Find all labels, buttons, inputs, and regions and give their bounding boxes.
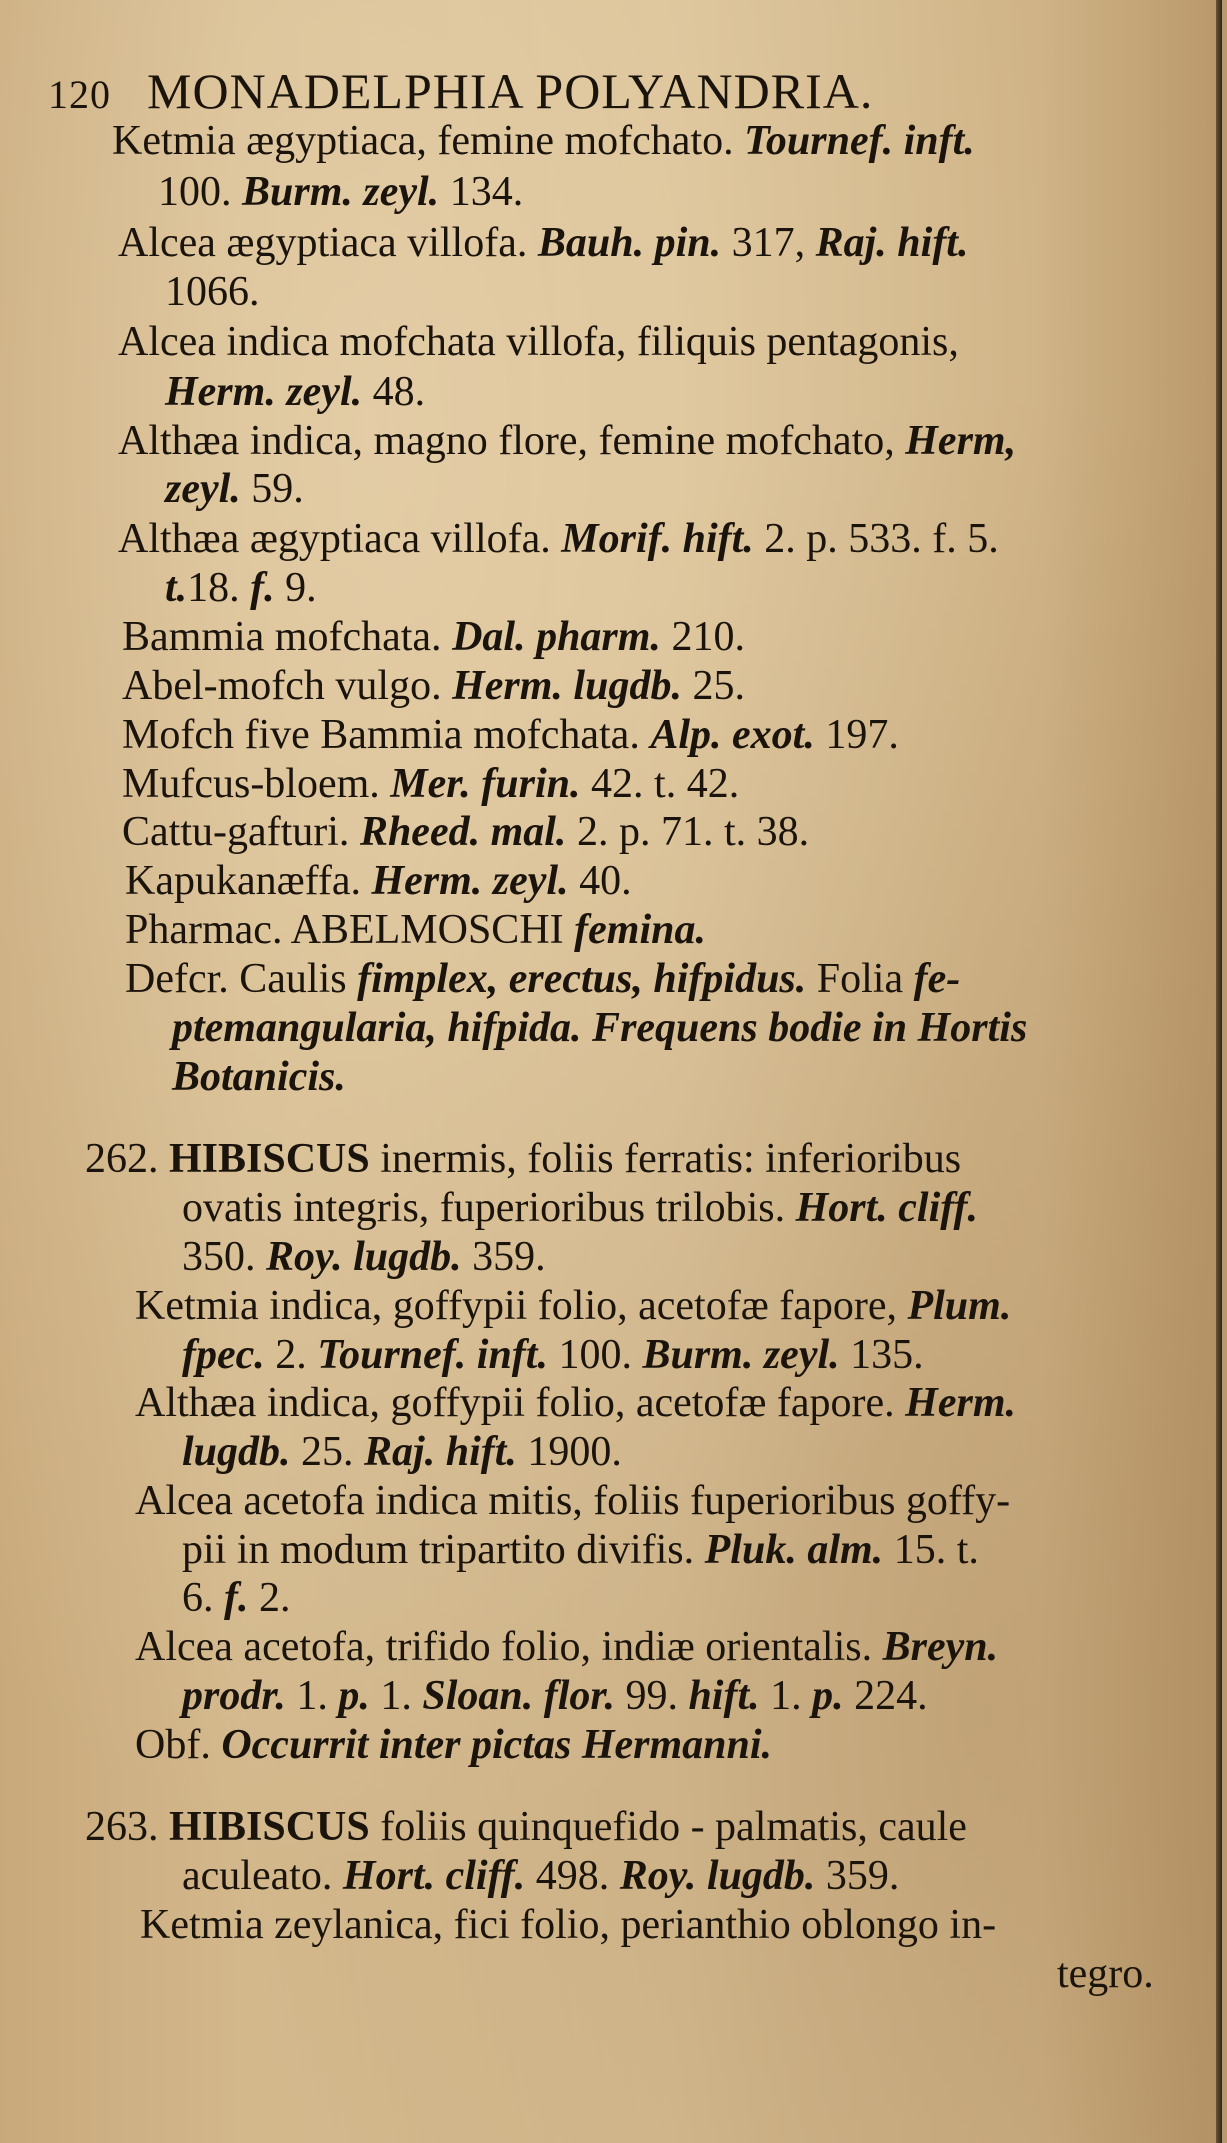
text-line (112, 118, 975, 164)
body-text: 2. p. 533. f. 5. (753, 516, 999, 562)
body-text: HIBISCUS (169, 1136, 370, 1182)
text-line (125, 858, 632, 904)
body-text: Folia (806, 956, 914, 1002)
citation-text: t. (165, 565, 188, 611)
body-text: Ketmia ægyptiaca, femine mofchato. (112, 118, 745, 164)
text-line (135, 1478, 1010, 1524)
page-edge (1216, 0, 1222, 2143)
body-text: 40. (568, 858, 632, 904)
citation-text: Mer. furin. (390, 761, 581, 807)
text-line (122, 809, 809, 855)
body-text: Althæa ægyptiaca villofa. (118, 516, 562, 562)
page-number: 120 (48, 72, 111, 117)
body-text: 48. (362, 369, 426, 415)
citation-text: Roy. lugdb. (619, 1853, 816, 1899)
citation-text: zeyl. (165, 466, 241, 512)
text-line (118, 220, 968, 266)
citation-text: Tournef. inft. (744, 118, 975, 164)
body-text: 100. (158, 169, 242, 215)
text-line (118, 516, 999, 562)
body-text: tegro. (1057, 1951, 1154, 1997)
citation-text: prodr. (182, 1673, 286, 1719)
text-line (182, 1575, 291, 1621)
citation-text: Pluk. alm. (704, 1527, 884, 1573)
body-text: Cattu-gafturi. (122, 809, 360, 855)
body-text: Pharmac. ABELMOSCHI (125, 907, 575, 953)
text-line (182, 1234, 546, 1280)
citation-text: fpec. (182, 1332, 265, 1378)
text-line (182, 1185, 978, 1231)
citation-text: ptemangularia, hifpida. Frequens bodie in Hortis (172, 1005, 1028, 1051)
text-line (118, 418, 1016, 464)
text-line (182, 1527, 979, 1573)
body-text: 25. (681, 663, 745, 709)
body-text: Althæa indica, goffypii folio, acetofæ fapore. (135, 1380, 906, 1426)
body-text: 25. (290, 1429, 365, 1475)
body-text: 9. (274, 565, 317, 611)
citation-text: Breyn. (882, 1624, 999, 1670)
body-text: Ketmia indica, goffypii folio, acetofæ fapore, (135, 1283, 908, 1329)
text-line (122, 663, 745, 709)
citation-text: f. (224, 1575, 249, 1621)
text-line (172, 1054, 346, 1100)
citation-text: Raj. hift. (815, 220, 969, 266)
body-text: 224. (843, 1673, 928, 1719)
text-line (172, 1005, 1027, 1051)
citation-text: Alp. exot. (650, 712, 815, 758)
body-text: 42. t. 42. (580, 761, 740, 807)
citation-text: Burm. zeyl. (642, 1332, 840, 1378)
citation-text: femina. (574, 907, 706, 953)
page-title: MONADELPHIA POLYANDRIA. (147, 63, 874, 119)
body-text: aculeato. (182, 1853, 343, 1899)
citation-text: Hort. cliff. (795, 1185, 978, 1231)
body-text: 1900. (516, 1429, 622, 1475)
body-text: 2. (248, 1575, 291, 1621)
citation-text: fimplex, erectus, hifpidus. (357, 956, 807, 1002)
body-text: 359. (461, 1234, 546, 1280)
citation-text: Herm. zeyl. (165, 369, 363, 415)
text-line (140, 1902, 996, 1948)
body-text: inermis, foliis ferratis: inferioribus (369, 1136, 962, 1182)
text-line (135, 1283, 1011, 1329)
text-line (122, 761, 739, 807)
body-text: Alcea indica mofchata villofa, filiquis pentagonis, (118, 319, 959, 365)
body-text: pii in modum tripartito divifis. (182, 1527, 705, 1573)
text-line (125, 956, 960, 1002)
body-text: Bammia mofchata. (122, 614, 453, 660)
body-text: foliis quinquefido - palmatis, caule (369, 1804, 967, 1850)
body-text: 197. (814, 712, 899, 758)
body-text: 317, (721, 220, 816, 266)
citation-text: f. (250, 565, 275, 611)
citation-text: lugdb. (182, 1429, 291, 1475)
body-text: 99. (614, 1673, 689, 1719)
body-text: 1066. (165, 269, 260, 315)
text-line (1057, 1951, 1154, 1997)
body-text: 210. (660, 614, 745, 660)
text-line (158, 169, 523, 215)
body-text: 1. (285, 1673, 339, 1719)
text-line (135, 1722, 772, 1768)
citation-text: p. (812, 1673, 844, 1719)
citation-text: Occurrit inter pictas Hermanni. (221, 1722, 773, 1768)
text-line (118, 319, 959, 365)
citation-text: Bauh. pin. (537, 220, 722, 266)
citation-text: Hort. cliff. (342, 1853, 526, 1899)
body-text: 350. (182, 1234, 266, 1280)
text-line (85, 1136, 961, 1182)
body-text: 2. p. 71. t. 38. (566, 809, 810, 855)
body-text: 15. t. (883, 1527, 979, 1573)
text-line (165, 369, 425, 415)
citation-text: Rheed. mal. (359, 809, 567, 855)
body-text: Defcr. Caulis (125, 956, 358, 1002)
body-text: Ketmia zeylanica, fici folio, perianthio oblongo in- (140, 1902, 997, 1948)
citation-text: fe- (913, 956, 961, 1002)
citation-text: Roy. lugdb. (266, 1234, 462, 1280)
text-line (125, 907, 706, 953)
body-text: Alcea ægyptiaca villofa. (118, 220, 538, 266)
citation-text: Sloan. flor. (422, 1673, 615, 1719)
body-text: ovatis integris, fuperioribus trilobis. (182, 1185, 796, 1231)
citation-text: Plum. (907, 1283, 1012, 1329)
body-text: 6. (182, 1575, 224, 1621)
citation-text: hift. (688, 1673, 760, 1719)
citation-text: Herm, (905, 418, 1017, 464)
text-line (182, 1673, 928, 1719)
citation-text: Dal. pharm. (452, 614, 661, 660)
page-header (48, 62, 873, 120)
text-line (135, 1624, 998, 1670)
body-text: Alcea acetofa indica mitis, foliis fuperioribus goffy- (135, 1478, 1011, 1524)
body-text: Alcea acetofa, trifido folio, indiæ orientalis. (135, 1624, 883, 1670)
body-text: Mofch five Bammia mofchata. (122, 712, 651, 758)
body-text: 134. (439, 169, 524, 215)
body-text: 59. (240, 466, 304, 512)
citation-text: Morif. hift. (561, 516, 754, 562)
body-text: Abel-mofch vulgo. (122, 663, 453, 709)
body-text: 2. (264, 1332, 318, 1378)
body-text: 498. (525, 1853, 620, 1899)
citation-text: Tournef. inft. (317, 1332, 548, 1378)
body-text: 1. (759, 1673, 813, 1719)
text-line (165, 565, 317, 611)
citation-text: Raj. hift. (364, 1429, 517, 1475)
body-text: 100. (547, 1332, 643, 1378)
body-text: 1. (369, 1673, 423, 1719)
text-line (182, 1332, 924, 1378)
body-text: 263. (85, 1804, 169, 1850)
citation-text: Botanicis. (172, 1054, 346, 1100)
body-text: Althæa indica, magno flore, femine mofchato, (118, 418, 906, 464)
citation-text: Herm. (905, 1380, 1016, 1426)
body-text: Kapukanæffa. (125, 858, 372, 904)
citation-text: Herm. lugdb. (452, 663, 682, 709)
citation-text: p. (338, 1673, 370, 1719)
text-line (122, 614, 745, 660)
text-line (85, 1804, 967, 1850)
body-text: 18. (187, 565, 251, 611)
citation-text: Herm. zeyl. (371, 858, 569, 904)
text-line (165, 269, 260, 315)
text-line (165, 466, 304, 512)
text-line (182, 1853, 899, 1899)
body-text: HIBISCUS (169, 1804, 370, 1850)
citation-text: Burm. zeyl. (242, 169, 440, 215)
body-text: 262. (85, 1136, 169, 1182)
text-line (182, 1429, 622, 1475)
body-text: 359. (815, 1853, 900, 1899)
text-line (122, 712, 899, 758)
body-text: Obf. (135, 1722, 222, 1768)
body-text: Mufcus-bloem. (122, 761, 391, 807)
body-text: 135. (839, 1332, 924, 1378)
text-line (135, 1380, 1016, 1426)
